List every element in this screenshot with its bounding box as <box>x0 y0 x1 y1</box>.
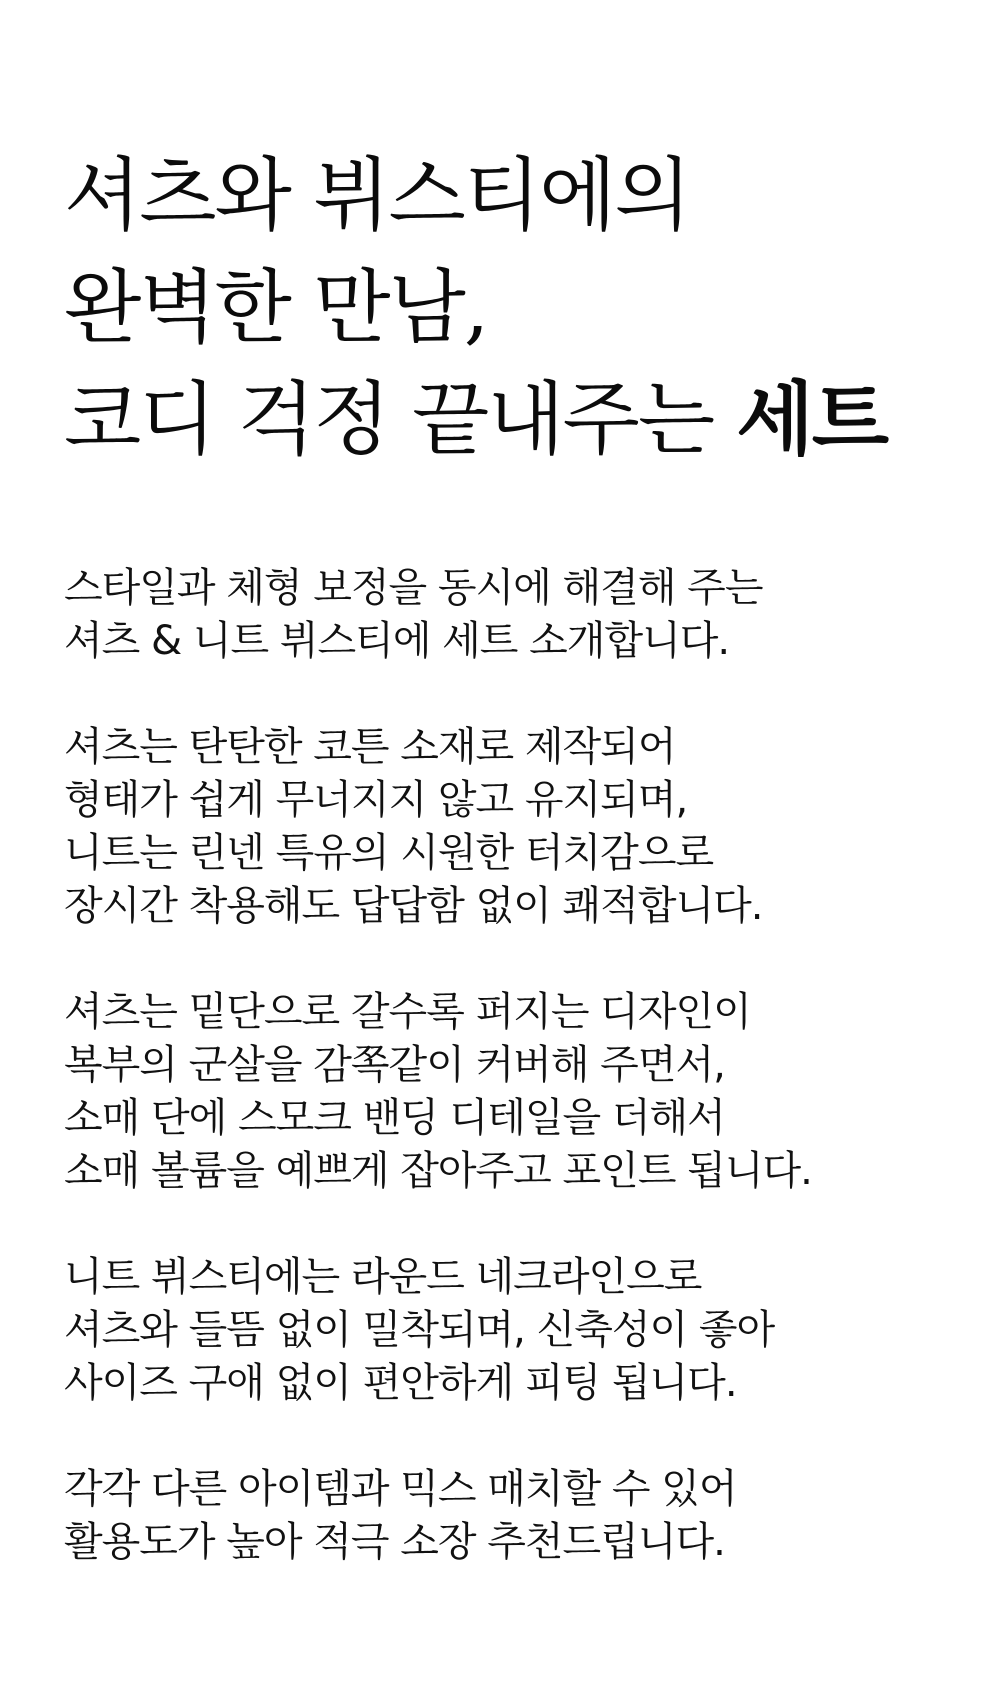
paragraph-line: 셔츠는 밑단으로 갈수록 퍼지는 디자인이 <box>64 989 751 1035</box>
paragraph-line: 셔츠 & 니트 뷔스티에 세트 소개합니다. <box>64 618 730 664</box>
description-body <box>64 562 1000 1569</box>
paragraph-fit <box>64 1251 1000 1410</box>
paragraph-material <box>64 721 1000 933</box>
paragraph-line: 각각 다른 아이템과 믹스 매치할 수 있어 <box>64 1466 737 1512</box>
headline-line-3-regular: 코디 걱정 끝내주는 <box>64 373 737 466</box>
paragraph-line: 활용도가 높아 적극 소장 추천드립니다. <box>64 1519 725 1565</box>
headline <box>64 140 1000 476</box>
paragraph-line: 소매 단에 스모크 밴딩 디테일을 더해서 <box>64 1095 725 1141</box>
paragraph-line: 스타일과 체형 보정을 동시에 해결해 주는 <box>64 565 763 611</box>
paragraph-design <box>64 986 1000 1198</box>
paragraph-line: 니트 뷔스티에는 라운드 네크라인으로 <box>64 1254 702 1300</box>
headline-line-3-bold: 세트 <box>736 373 888 466</box>
paragraph-line: 사이즈 구애 없이 편안하게 피팅 됩니다. <box>64 1360 737 1406</box>
paragraph-recommendation <box>64 1463 1000 1569</box>
headline-line-3 <box>64 364 1000 476</box>
paragraph-line: 소매 볼륨을 예쁘게 잡아주고 포인트 됩니다. <box>64 1148 812 1194</box>
paragraph-line: 셔츠는 탄탄한 코튼 소재로 제작되어 <box>64 724 676 770</box>
paragraph-line: 니트는 린넨 특유의 시원한 터치감으로 <box>64 830 714 876</box>
headline-line-2: 완벽한 만남, <box>64 261 488 354</box>
paragraph-line: 복부의 군살을 감쪽같이 커버해 주면서, <box>64 1042 725 1088</box>
paragraph-intro <box>64 562 1000 668</box>
paragraph-line: 형태가 쉽게 무너지지 않고 유지되며, <box>64 777 688 823</box>
paragraph-line: 셔츠와 들뜸 없이 밀착되며, 신축성이 좋아 <box>64 1307 775 1353</box>
paragraph-line: 장시간 착용해도 답답함 없이 쾌적합니다. <box>64 883 763 929</box>
headline-line-1: 셔츠와 뷔스티에의 <box>64 149 690 242</box>
